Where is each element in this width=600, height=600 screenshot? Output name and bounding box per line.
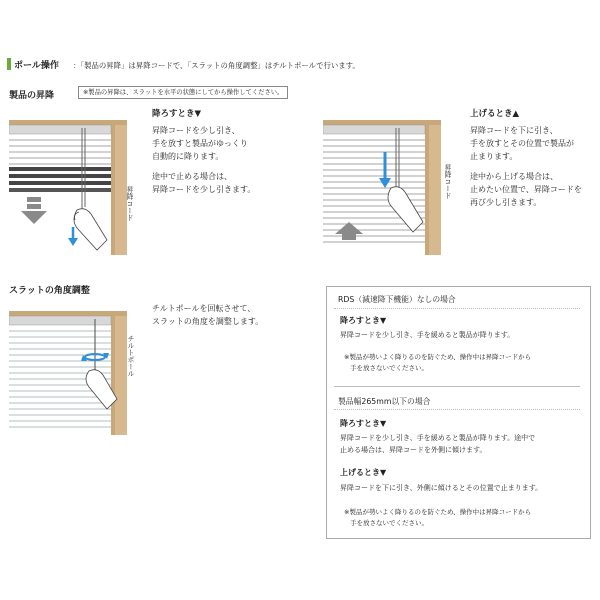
slat-illustration [9,305,136,435]
raising-text-5: 止めたい位置で、昇降コードを [470,185,582,194]
slat-blind-svg [9,305,136,435]
rds-section2-note-1: ※製品が勢いよく降りるのを防ぐため、操作中は昇降コードから [344,508,532,516]
lowering-cord-label: 昇降コード [126,186,134,221]
slat-title: スラットの角度調整 [9,286,90,296]
rds-section1-note-2: 手を放さないでください。 [350,364,428,372]
raising-text-6: 再び少し引きます。 [470,198,542,207]
raising-text-3: 止まります。 [470,152,518,161]
lowering-text-2: 手を放すと製品がゆっくり [152,139,248,148]
lowering-text-4: 途中で止める場合は、 [152,172,232,181]
rds-section1-title: RDS（減速降下機能）なしの場合 [338,295,456,304]
raise-lower-note: ※製品の昇降は、スラットを水平の状態にしてから操作してください。 [78,86,288,99]
rds-section1-note-1: ※製品が勢いよく降りるのを防ぐため、操作中は昇降コードから [344,353,532,361]
raise-lower-title: 製品の昇降 [9,91,55,101]
raising-blind-svg [323,112,450,255]
rds-divider-top [334,308,580,309]
rds-section2-text-1a: 昇降コードを少し引き、手を緩めると製品が降ります。途中で [340,434,536,442]
page-description: ：「製品の昇降」は昇降コードで、「スラットの角度調整」はチルトポールで行います。 [73,61,360,70]
section-marker [7,58,11,70]
raising-illustration [323,112,450,255]
rds-section2-title: 製品幅265mm以下の場合 [338,397,431,406]
slat-text-2: スラットの角度を調整します。 [152,317,264,326]
raising-cord-label: 昇降コード [444,164,452,199]
rds-section2-sub-2: 上げるとき▼ [340,468,387,477]
lowering-blind-svg [9,112,136,255]
rds-section2-text-1b: 止める場合は、昇降コードを外側に傾けます。 [340,446,487,454]
tilt-pole-label: チルトポール [127,335,135,377]
rds-divider-middle [334,386,580,387]
rds-section1-text: 昇降コードを少し引き、手を緩めると製品が降ります。 [340,331,515,339]
rds-section2-note-2: 手を放さないでください。 [350,519,428,527]
raising-title: 上げるとき▲ [470,109,520,119]
lowering-text-3: 自動的に降ります。 [152,152,224,161]
rds-section1-sub: 降ろすとき▼ [340,316,387,325]
lowering-title: 降ろすとき▼ [152,109,202,119]
rds-section2-text-2: 昇降コードを下に引き、外側に傾けるとその位置で止まります。 [340,484,543,492]
lowering-illustration [9,112,136,255]
lowering-text-1: 昇降コードを少し引き、 [152,126,240,135]
lowering-text-5: 昇降コードを少し引きます。 [152,185,256,194]
raising-text-1: 昇降コードを下に引き、 [470,126,558,135]
raising-text-2: 手を放すとその位置で製品が [470,139,574,148]
rds-divider-bottom [334,409,580,410]
rds-section2-sub-1: 降ろすとき▼ [340,419,387,428]
raising-text-4: 途中から上げる場合は、 [470,172,558,181]
slat-text-1: チルトポールを回転させて、 [152,304,256,313]
page-title: ポール操作 [14,61,59,71]
